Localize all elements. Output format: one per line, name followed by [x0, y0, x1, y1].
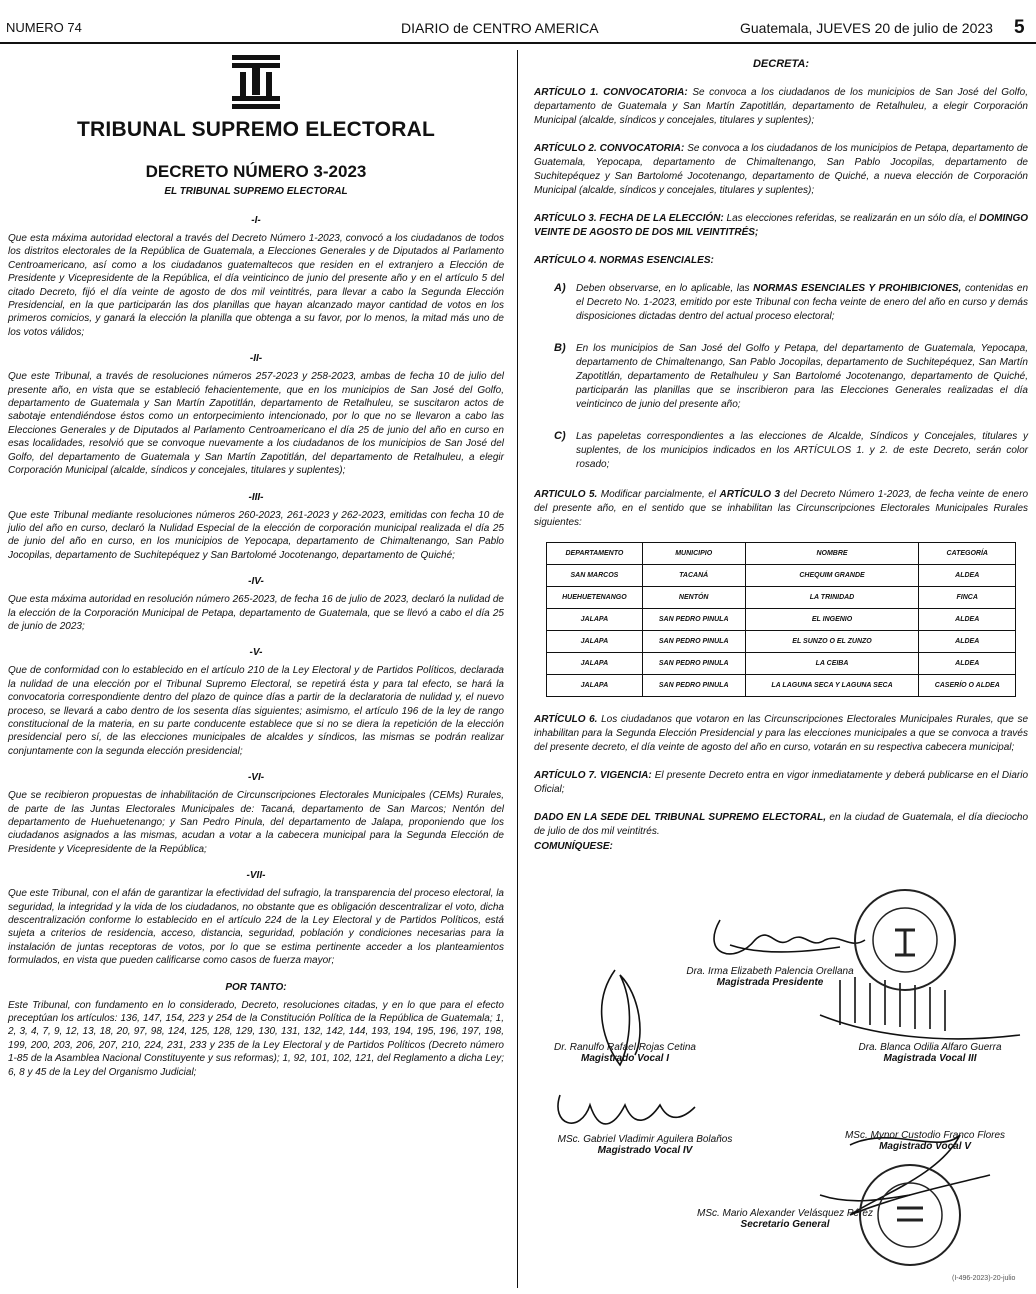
- left-column: [8, 52, 504, 1079]
- table-cell: ALDEA: [919, 565, 1016, 587]
- signer-name: MSc. Mynor Custodio Franco Flores: [844, 1130, 1006, 1141]
- considerando-6: [8, 772, 504, 856]
- item-text: [576, 282, 1028, 324]
- decree-issuer: EL TRIBUNAL SUPREMO ELECTORAL: [164, 186, 348, 197]
- decreta-heading: DECRETA:: [752, 58, 809, 70]
- article-label: ARTÍCULO 2. CONVOCATORIA:: [534, 143, 685, 154]
- article-label: ARTÍCULO 4. NORMAS ESENCIALES:: [534, 255, 714, 266]
- table-row: [547, 653, 1016, 675]
- signer-name: Dra. Irma Elizabeth Palencia Orellana: [686, 966, 854, 977]
- article-text: Las elecciones referidas, se realizarán en un sólo día, el: [726, 213, 977, 224]
- table-cell: JALAPA: [547, 631, 643, 653]
- item-text-pre: Deben observarse, en lo aplicable, las: [576, 283, 750, 294]
- article-label: ARTÍCULO 7. VIGENCIA:: [534, 770, 652, 781]
- article-label: ARTÍCULO 3. FECHA DE LA ELECCIÓN:: [534, 213, 724, 224]
- signer-role: Magistrado Vocal I: [581, 1053, 669, 1064]
- table-cell: CASERÍO O ALDEA: [919, 675, 1016, 697]
- article-text: El presente Decreto entra en vigor inmediatamente y deberá publicarse en el Diario Oficial;: [534, 770, 1029, 795]
- table-cell: LA TRINIDAD: [745, 587, 919, 609]
- article-text-post: del Decreto Número 1-2023, de fecha veinte de enero del presente año, en el sentido que se inhabilitan las Circunscripciones Electorales Municipales Rurales siguientes:: [534, 489, 1029, 528]
- signer-role: Magistrado Vocal IV: [597, 1145, 693, 1156]
- column-divider: [517, 50, 518, 1288]
- col-categoria: CATEGORÍA: [919, 543, 1016, 565]
- right-column: [534, 58, 1028, 852]
- article-2: [534, 142, 1028, 198]
- section-number: -II-: [249, 353, 263, 365]
- article-text-pre: Modificar parcialmente, el: [600, 489, 717, 500]
- signer-role: Magistrado Vocal V: [879, 1141, 971, 1152]
- table-cell: SAN PEDRO PINULA: [642, 653, 745, 675]
- signer-role: Magistrada Vocal III: [883, 1053, 977, 1064]
- considerando-5: [8, 647, 504, 758]
- article-text: Se convoca a los ciudadanos de los municipios de Petapa, departamento de Guatemala, Yepocapa, departamento de Chimaltenango, San Pablo Jocopilas, departamento de Suchitepéquez y San Bartolomé Jocotenango, departamento de Quiché, a nueva elección de Corporación Municipal (alcalde, síndicos y concejales, titulares y suplentes);: [534, 143, 1028, 196]
- section-number: POR TANTO:: [225, 981, 287, 993]
- signature-vocal-4: [525, 1134, 765, 1156]
- article-4: [534, 254, 1028, 268]
- article-4-item-b: [554, 342, 1028, 412]
- col-departamento: DEPARTAMENTO: [547, 543, 643, 565]
- section-number: -V-: [249, 647, 263, 659]
- table-cell: JALAPA: [547, 653, 643, 675]
- newspaper-header: [0, 0, 1036, 46]
- por-tanto: [8, 982, 504, 1079]
- section-text: Que se recibieron propuestas de inhabilitación de Circunscripciones Electorales Municipales (CEMs) Rurales, de parte de las Juntas Electorales Municipales de: Tacaná, departamento de San Marcos; Nentón del departamento de Huehuetenango; y San Pedro Pinula, del departamento de Jalapa, proponiendo que los ciudadanos asignados a las mismas, acudan a votar a la cabecera municipal para la Segunda Elección de Presidente y Vicepresidente de la República;: [8, 790, 504, 855]
- article-label: ARTÍCULO 1. CONVOCATORIA:: [534, 87, 688, 98]
- article-5: [534, 488, 1028, 530]
- section-text: Que de conformidad con lo establecido en el artículo 210 de la Ley Electoral y de Partidos Políticos, declarada la nulidad de una elección por el Tribunal Supremo Electoral, se repetirá ésta y para tal efecto, se hará la convocatoria correspondiente dentro del plazo de quince días a partir de la declaratoria de nulidad y, el nuevo proceso, se llevará a cabo dentro de los sesenta días siguientes; asimismo, el artículo 196 de la ley de rango constitucional de la materia, en su parte conducente establece que si no se diera la repetición de la elección presidencial pero sí, de las elecciones municipales de alcaldes y síndicos, las mismas se podrán realizar conjuntamente con la segunda elección presidencial;: [8, 665, 504, 757]
- section-text: Que esta máxima autoridad electoral a través del Decreto Número 1-2023, convocó a los ciudadanos de todos los distritos electorales de la República de Guatemala, a Elecciones Generales y de Diputados al Parlamento Centroamericano, así como a los ciudadanos guatemaltecos que residen en el extranjero a Elección de Presidente y Vicepresidente de la República, el día veinticinco de junio del presente año y en el artículo 5 del citado Decreto, fijó el día veinte de agosto de dos mil veintitrés, para llevar a cabo la Segunda Elección Presidencial, en la que participarán las dos planillas que hayan alcanzado mayor cantidad de votos en los primeros comicios, y ganará la elección la planilla que obtenga a su favor, por lo menos, la mitad más uno de los votos válidos;: [8, 233, 504, 338]
- signature-presidente: [660, 966, 880, 988]
- table-cell: LA CEIBA: [745, 653, 919, 675]
- signer-name: Dra. Blanca Odilia Alfaro Guerra: [858, 1042, 1002, 1053]
- col-nombre: NOMBRE: [745, 543, 919, 565]
- item-text-bold: NORMAS ESENCIALES Y PROHIBICIONES,: [753, 283, 962, 294]
- article-3: [534, 212, 1028, 240]
- table-header-row: [547, 543, 1016, 565]
- article-text: Se convoca a los ciudadanos de los municipios de San José del Golfo, departamento de Guatemala y San Martín Zapotitlán, departamento de Retalhuleu, a elegir Corporación Municipal (alcalde, síndicos y concejales, titulares y suplentes);: [534, 87, 1028, 126]
- tse-logo-icon: [226, 52, 286, 112]
- given-at-label: DADO EN LA SEDE DEL TRIBUNAL SUPREMO ELECTORAL,: [534, 812, 827, 823]
- section-number: -VII-: [246, 870, 266, 882]
- table-cell: EL SUNZO O EL ZUNZO: [745, 631, 919, 653]
- article-6: [534, 713, 1028, 755]
- table-cell: JALAPA: [547, 609, 643, 631]
- table-cell: ALDEA: [919, 609, 1016, 631]
- signer-name: Dr. Ranulfo Rafael Rojas Cetina: [554, 1042, 696, 1053]
- item-text: Las papeletas correspondientes a las elecciones de Alcalde, Síndicos y Concejales, titulares y suplentes, de los municipios indicados en los ARTÍCULOS 1. y 2. de este Decreto, serán color rosado;: [576, 431, 1028, 470]
- signature-vocal-3: [830, 1042, 1030, 1064]
- cem-table: [546, 542, 1016, 697]
- article-1: [534, 86, 1028, 128]
- comuniquese: COMUNÍQUESE:: [534, 841, 613, 852]
- page-number: 5: [1014, 17, 1025, 38]
- given-at: [534, 811, 1028, 839]
- article-7: [534, 769, 1028, 797]
- section-text: Que esta máxima autoridad en resolución número 265-2023, de fecha 16 de julio de 2023, declaró la nulidad de la elección de la Corporación Municipal de Petapa, departamento de Guatemala, que se llevó a cabo el día 25 de junio de 2023;: [8, 594, 504, 632]
- article-text: Los ciudadanos que votaron en las Circunscripciones Electorales Municipales Rurales, que se inhabilitan para la Segunda Elección Presidencial y para las elecciones municipales a que se convoca a través del presente decreto, el día veinte de agosto del año en curso, votarán en su respectiva cabecera municipal;: [534, 714, 1029, 753]
- table-cell: TACANÁ: [642, 565, 745, 587]
- decree-number: DECRETO NÚMERO 3-2023: [145, 162, 367, 181]
- signer-role: Magistrada Presidente: [716, 977, 824, 988]
- table-cell: NENTÓN: [642, 587, 745, 609]
- signature-vocal-1: [520, 1042, 730, 1064]
- col-municipio: MUNICIPIO: [642, 543, 745, 565]
- newspaper-title: DIARIO de CENTRO AMERICA: [401, 20, 599, 36]
- election-date: DOMINGO VEINTE DE AGOSTO DE DOS MIL VEINTITRÉS;: [534, 213, 1029, 238]
- considerando-2: [8, 353, 504, 477]
- table-cell: FINCA: [919, 587, 1016, 609]
- table-cell: SAN PEDRO PINULA: [642, 675, 745, 697]
- table-row: [547, 587, 1016, 609]
- section-number: -I-: [251, 215, 261, 226]
- issue-date: Guatemala, JUEVES 20 de julio de 2023: [740, 20, 993, 36]
- section-number: -IV-: [248, 576, 264, 588]
- table-cell: LA LAGUNA SECA Y LAGUNA SECA: [745, 675, 919, 697]
- table-cell: SAN PEDRO PINULA: [642, 631, 745, 653]
- item-text-post: contenidas en el Decreto No. 1-2023, emitido por este Tribunal con fecha veinte de enero del año en curso y demás disposiciones dictadas dentro del actual proceso electoral;: [576, 283, 1029, 322]
- table-cell: SAN PEDRO PINULA: [642, 609, 745, 631]
- item-letter: C): [554, 430, 566, 442]
- item-text: En los municipios de San José del Golfo y Petapa, del departamento de Guatemala, Yepocapa, departamento de Chimaltenango, San Pablo Jocopilas, departamento de Suchitepéquez, San Martín Zapotitlán, departamento de Retalhuleu y San Bartolomé Jocotenango, departamento de Quiché, participarán las planillas que se inscribieron para las Elecciones Generales realizadas el día veinticinco de junio del presente año;: [576, 343, 1028, 410]
- article-4-item-a: [554, 282, 1028, 324]
- signature-vocal-5: [820, 1130, 1030, 1152]
- section-number: -III-: [248, 491, 264, 503]
- section-text: Este Tribunal, con fundamento en lo considerado, Decreto, resoluciones citadas, y en lo que para el efecto preceptúan los artículos: 136, 147, 154, 223 y 254 de la Constitución Política de la República de Guatemala; 1, 2, 3, 4, 7, 9, 12, 13, 18, 20, 97, 98, 124, 125, 128, 129, 130, 131, 132, 142, 144, 193, 194, 195, 196, 197, 198, 199, 200, 203, 206, 207, 210, 224, 231, 233 y 235 de la Ley Electoral y de Partidos Políticos (Decreto número 1-85 de la Asamblea Nacional Constituyente y sus reformas); 1, 92, 101, 102, 121, del Reglamento a dicha Ley; 6, 8 y 45 de la Ley del Organismo Judicial;: [8, 999, 504, 1078]
- section-number: -VI-: [247, 772, 265, 784]
- table-row: [547, 675, 1016, 697]
- signer-name: MSc. Gabriel Vladimir Aguilera Bolaños: [557, 1134, 733, 1145]
- given-at-text: en la ciudad de Guatemala, el día dieciocho de julio de dos mil veintitrés.: [534, 812, 1029, 837]
- header-divider: [0, 42, 1036, 44]
- section-text: Que este Tribunal mediante resoluciones números 260-2023, 261-2023 y 262-2023, emitidas con fecha 10 de julio del año en curso, declaró la Nulidad Especial de la elección de corporación municipal realizada el día 25 de junio del año en curso, en los municipios de Yepocapa, departamento de Chimaltenango, San Pablo Jocopilas, departamento de Suchitepéquez y San Bartolomé Jocotenango, departamento de Quiché;: [8, 509, 504, 561]
- article-reference: ARTÍCULO 3: [719, 489, 781, 500]
- article-label: ARTÍCULO 6.: [534, 714, 598, 725]
- article-label: ARTICULO 5.: [534, 489, 598, 500]
- table-cell: JALAPA: [547, 675, 643, 697]
- considerando-3: [8, 492, 504, 563]
- signer-name: MSc. Mario Alexander Velásquez Pérez: [696, 1208, 873, 1219]
- item-letter: A): [554, 282, 566, 294]
- article-4-item-c: [554, 430, 1028, 472]
- considerando-4: [8, 576, 504, 633]
- publication-reference: (I-496-2023)-20-julio: [952, 1275, 1016, 1282]
- considerando-1: [8, 215, 504, 339]
- table-cell: EL INGENIO: [745, 609, 919, 631]
- table-cell: SAN MARCOS: [547, 565, 643, 587]
- table-cell: ALDEA: [919, 653, 1016, 675]
- item-letter: B): [554, 342, 566, 354]
- table-cell: CHEQUIM GRANDE: [745, 565, 919, 587]
- issue-number: NUMERO 74: [6, 20, 82, 35]
- signature-secretario: [670, 1208, 900, 1230]
- table-row: [547, 631, 1016, 653]
- table-row: [547, 609, 1016, 631]
- table-cell: ALDEA: [919, 631, 1016, 653]
- organization-name: TRIBUNAL SUPREMO ELECTORAL: [77, 118, 435, 141]
- signer-role: Secretario General: [740, 1219, 830, 1230]
- table-cell: HUEHUETENANGO: [547, 587, 643, 609]
- section-text: Que este Tribunal, a través de resoluciones números 257-2023 y 258-2023, ambas de fecha 10 de julio del presente año, en vista que se estableció fehacientemente, que en los municipios de San José del Golfo, departamento de Guatemala y San Martín Zapotitlán, departamento de Retalhuleu, se suscitaron actos de sabotaje entendiéndose éstos como un entorpecimiento intencionado, por lo que no se llevaron a cabo las Elecciones Generales y de Diputados al Parlamento Centroamericano el día 25 de junio del año en curso en esas localidades, resolvió que se convoque nuevamente a los ciudadanos de los municipios de San José del Golfo, del departamento de Guatemala y San Martín Zapotitlán, del departamento de Retalhuleu, a elegir Corporación Municipal (alcalde, síndicos y concejales, titulares y suplentes);: [8, 371, 504, 477]
- section-text: Que este Tribunal, con el afán de garantizar la efectividad del sufragio, la transparencia del proceso electoral, la seguridad, la integridad y la vida de los ciudadanos, no obstante que es obligación descentralizar el voto, dicha descentralización conforme lo establecido en el artículo 224 de la Ley Electoral y de Partidos Políticos, está sujeta a criterios de residencia, acceso, distancia, seguridad, población y condiciones necesarias para la instalación de juntas receptoras de votos, por lo que se estima pertinente acceder a los planteamientos formulados, en vista que pueden calificarse como casos de fuerza mayor;: [8, 888, 504, 967]
- considerando-7: [8, 870, 504, 967]
- table-row: [547, 565, 1016, 587]
